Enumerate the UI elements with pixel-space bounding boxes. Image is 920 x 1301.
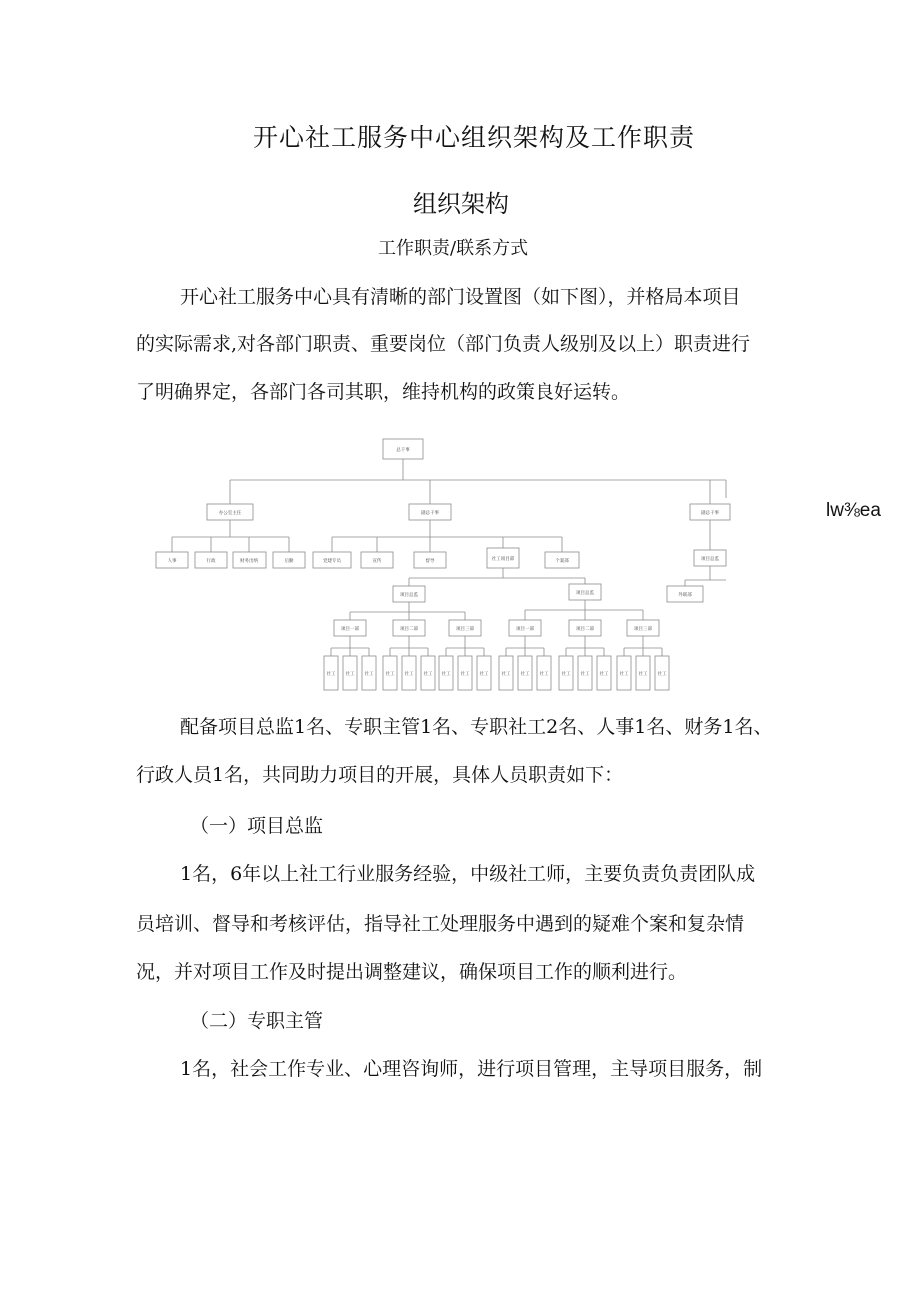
- svg-text:财务出纳: 财务出纳: [240, 559, 258, 564]
- org-node-group-2: [393, 620, 425, 636]
- svg-text:项目总监: 项目总监: [576, 591, 594, 596]
- org-node-worker: [559, 656, 573, 690]
- org-node-worker: [439, 656, 453, 690]
- org-node-worker-label: 社工: [385, 672, 395, 677]
- org-node-root: [383, 439, 423, 459]
- org-node-worker: [343, 656, 357, 690]
- intro-line-2: 的实际需求,对各部门职责、重要岗位（部门负责人级别及以上）职责进行: [136, 333, 751, 355]
- org-node-worker: [636, 656, 650, 690]
- org-node-project-leader-2: [569, 584, 601, 600]
- org-node-party: [313, 552, 351, 568]
- org-node-worker-label: 社工: [423, 672, 433, 677]
- org-node-worker: [362, 656, 376, 690]
- svg-text:人事: 人事: [167, 559, 177, 564]
- org-node-worker: [499, 656, 513, 690]
- svg-text:项目三部: 项目三部: [634, 627, 652, 632]
- org-node-worker-label: 社工: [520, 672, 530, 677]
- director-line-1: 1名，6年以上社工行业服务经验，中级社工师，主要负责负责团队成: [180, 863, 756, 885]
- org-node-group-3: [449, 620, 481, 636]
- org-node-deputy-right: [690, 504, 730, 520]
- svg-text:项目一部: 项目一部: [516, 627, 534, 632]
- org-node-worker-label: 社工: [345, 672, 355, 677]
- org-node-worker-label: 社工: [539, 672, 549, 677]
- org-node-worker: [402, 656, 416, 690]
- svg-text:项目二部: 项目二部: [400, 627, 418, 632]
- org-node-worker: [537, 656, 551, 690]
- svg-text:副总干事: 副总干事: [701, 511, 719, 516]
- org-node-worker-label: 社工: [638, 672, 648, 677]
- section-heading-duties: 工作职责/联系方式: [378, 238, 529, 259]
- org-node-worker-label: 社工: [501, 672, 511, 677]
- org-node-social-project: [487, 548, 519, 568]
- intro-line-1: 开心社工服务中心具有清晰的部门设置图（如下图），并格局本项目: [180, 286, 741, 308]
- org-node-worker-label: 社工: [657, 672, 667, 677]
- org-node-group-1: [334, 620, 366, 636]
- org-node-worker: [655, 656, 669, 690]
- org-node-worker-label: 社工: [580, 672, 590, 677]
- org-node-project-director-right: [694, 550, 726, 566]
- org-node-worker: [578, 656, 592, 690]
- org-node-case: [545, 552, 579, 568]
- org-node-deputy: [409, 504, 451, 520]
- org-node-group-5: [569, 620, 601, 636]
- svg-text:行政: 行政: [206, 559, 216, 564]
- svg-text:副总干事: 副总干事: [421, 511, 439, 516]
- org-node-group-6: [627, 620, 659, 636]
- org-node-worker-label: 社工: [599, 672, 609, 677]
- org-node-supervision: [414, 552, 446, 568]
- svg-text:党建专员: 党建专员: [323, 559, 341, 564]
- svg-text:项目二部: 项目二部: [576, 627, 594, 632]
- org-node-worker: [324, 656, 338, 690]
- svg-text:项目总监: 项目总监: [400, 593, 418, 598]
- org-node-admin: [195, 552, 227, 568]
- svg-text:办公室主任: 办公室主任: [218, 511, 242, 516]
- org-node-worker: [383, 656, 397, 690]
- org-node-worker: [518, 656, 532, 690]
- org-node-worker: [597, 656, 611, 690]
- org-node-worker-label: 社工: [460, 672, 470, 677]
- org-node-worker-label: 社工: [619, 672, 629, 677]
- org-node-worker-label: 社工: [561, 672, 571, 677]
- svg-text:宣传: 宣传: [372, 559, 382, 564]
- org-node-worker: [617, 656, 631, 690]
- org-node-worker-label: 社工: [404, 672, 414, 677]
- side-artifact-text: lw⅜ea: [826, 500, 881, 521]
- svg-text:督导: 督导: [425, 559, 435, 564]
- svg-text:项目一部: 项目一部: [341, 627, 359, 632]
- svg-text:社工项目部: 社工项目部: [491, 557, 515, 562]
- subheading-director: （一）项目总监: [190, 815, 324, 837]
- org-node-worker: [458, 656, 472, 690]
- org-node-external: [667, 586, 703, 602]
- org-node-office-director: [207, 504, 253, 520]
- org-node-hr: [156, 552, 188, 568]
- svg-text:项目总监: 项目总监: [701, 557, 719, 562]
- staffing-line-2: 行政人员1名，共同助力项目的开展，具体人员职责如下：: [136, 764, 624, 786]
- svg-text:总干事: 总干事: [396, 448, 410, 453]
- org-node-worker: [421, 656, 435, 690]
- org-node-worker-label: 社工: [364, 672, 374, 677]
- org-node-worker-label: 社工: [479, 672, 489, 677]
- director-line-2: 员培训、督导和考核评估，指导社工处理服务中遇到的疑难个案和复杂情: [136, 913, 745, 935]
- svg-text:项目三部: 项目三部: [456, 627, 474, 632]
- staffing-line-1: 配备项目总监1名、专职主管1名、专职社工2名、人事1名、财务1名、: [180, 716, 773, 738]
- org-node-worker-label: 社工: [441, 672, 451, 677]
- org-node-worker: [477, 656, 491, 690]
- org-node-worker-label: 社工: [326, 672, 336, 677]
- org-node-logistics: [273, 552, 305, 568]
- svg-text:外联部: 外联部: [678, 593, 692, 598]
- director-line-3: 况，并对项目工作及时提出调整建议，确保项目工作的顺利进行。: [136, 961, 688, 983]
- subheading-supervisor: （二）专职主管: [190, 1010, 324, 1032]
- section-heading-org: 组织架构: [413, 190, 509, 218]
- svg-text:个案部: 个案部: [555, 559, 569, 564]
- supervisor-line-1: 1名，社会工作专业、心理咨询师，进行项目管理，主导项目服务，制: [180, 1058, 763, 1080]
- org-node-finance: [233, 552, 266, 568]
- intro-line-3: 了明确界定，各部门各司其职，维持机构的政策良好运转。: [136, 381, 631, 403]
- org-node-group-4: [509, 620, 541, 636]
- document-title: 开心社工服务中心组织架构及工作职责: [253, 123, 696, 152]
- org-node-project-leader-1: [393, 586, 425, 602]
- org-node-publicity: [361, 552, 393, 568]
- svg-text:后勤: 后勤: [284, 559, 294, 564]
